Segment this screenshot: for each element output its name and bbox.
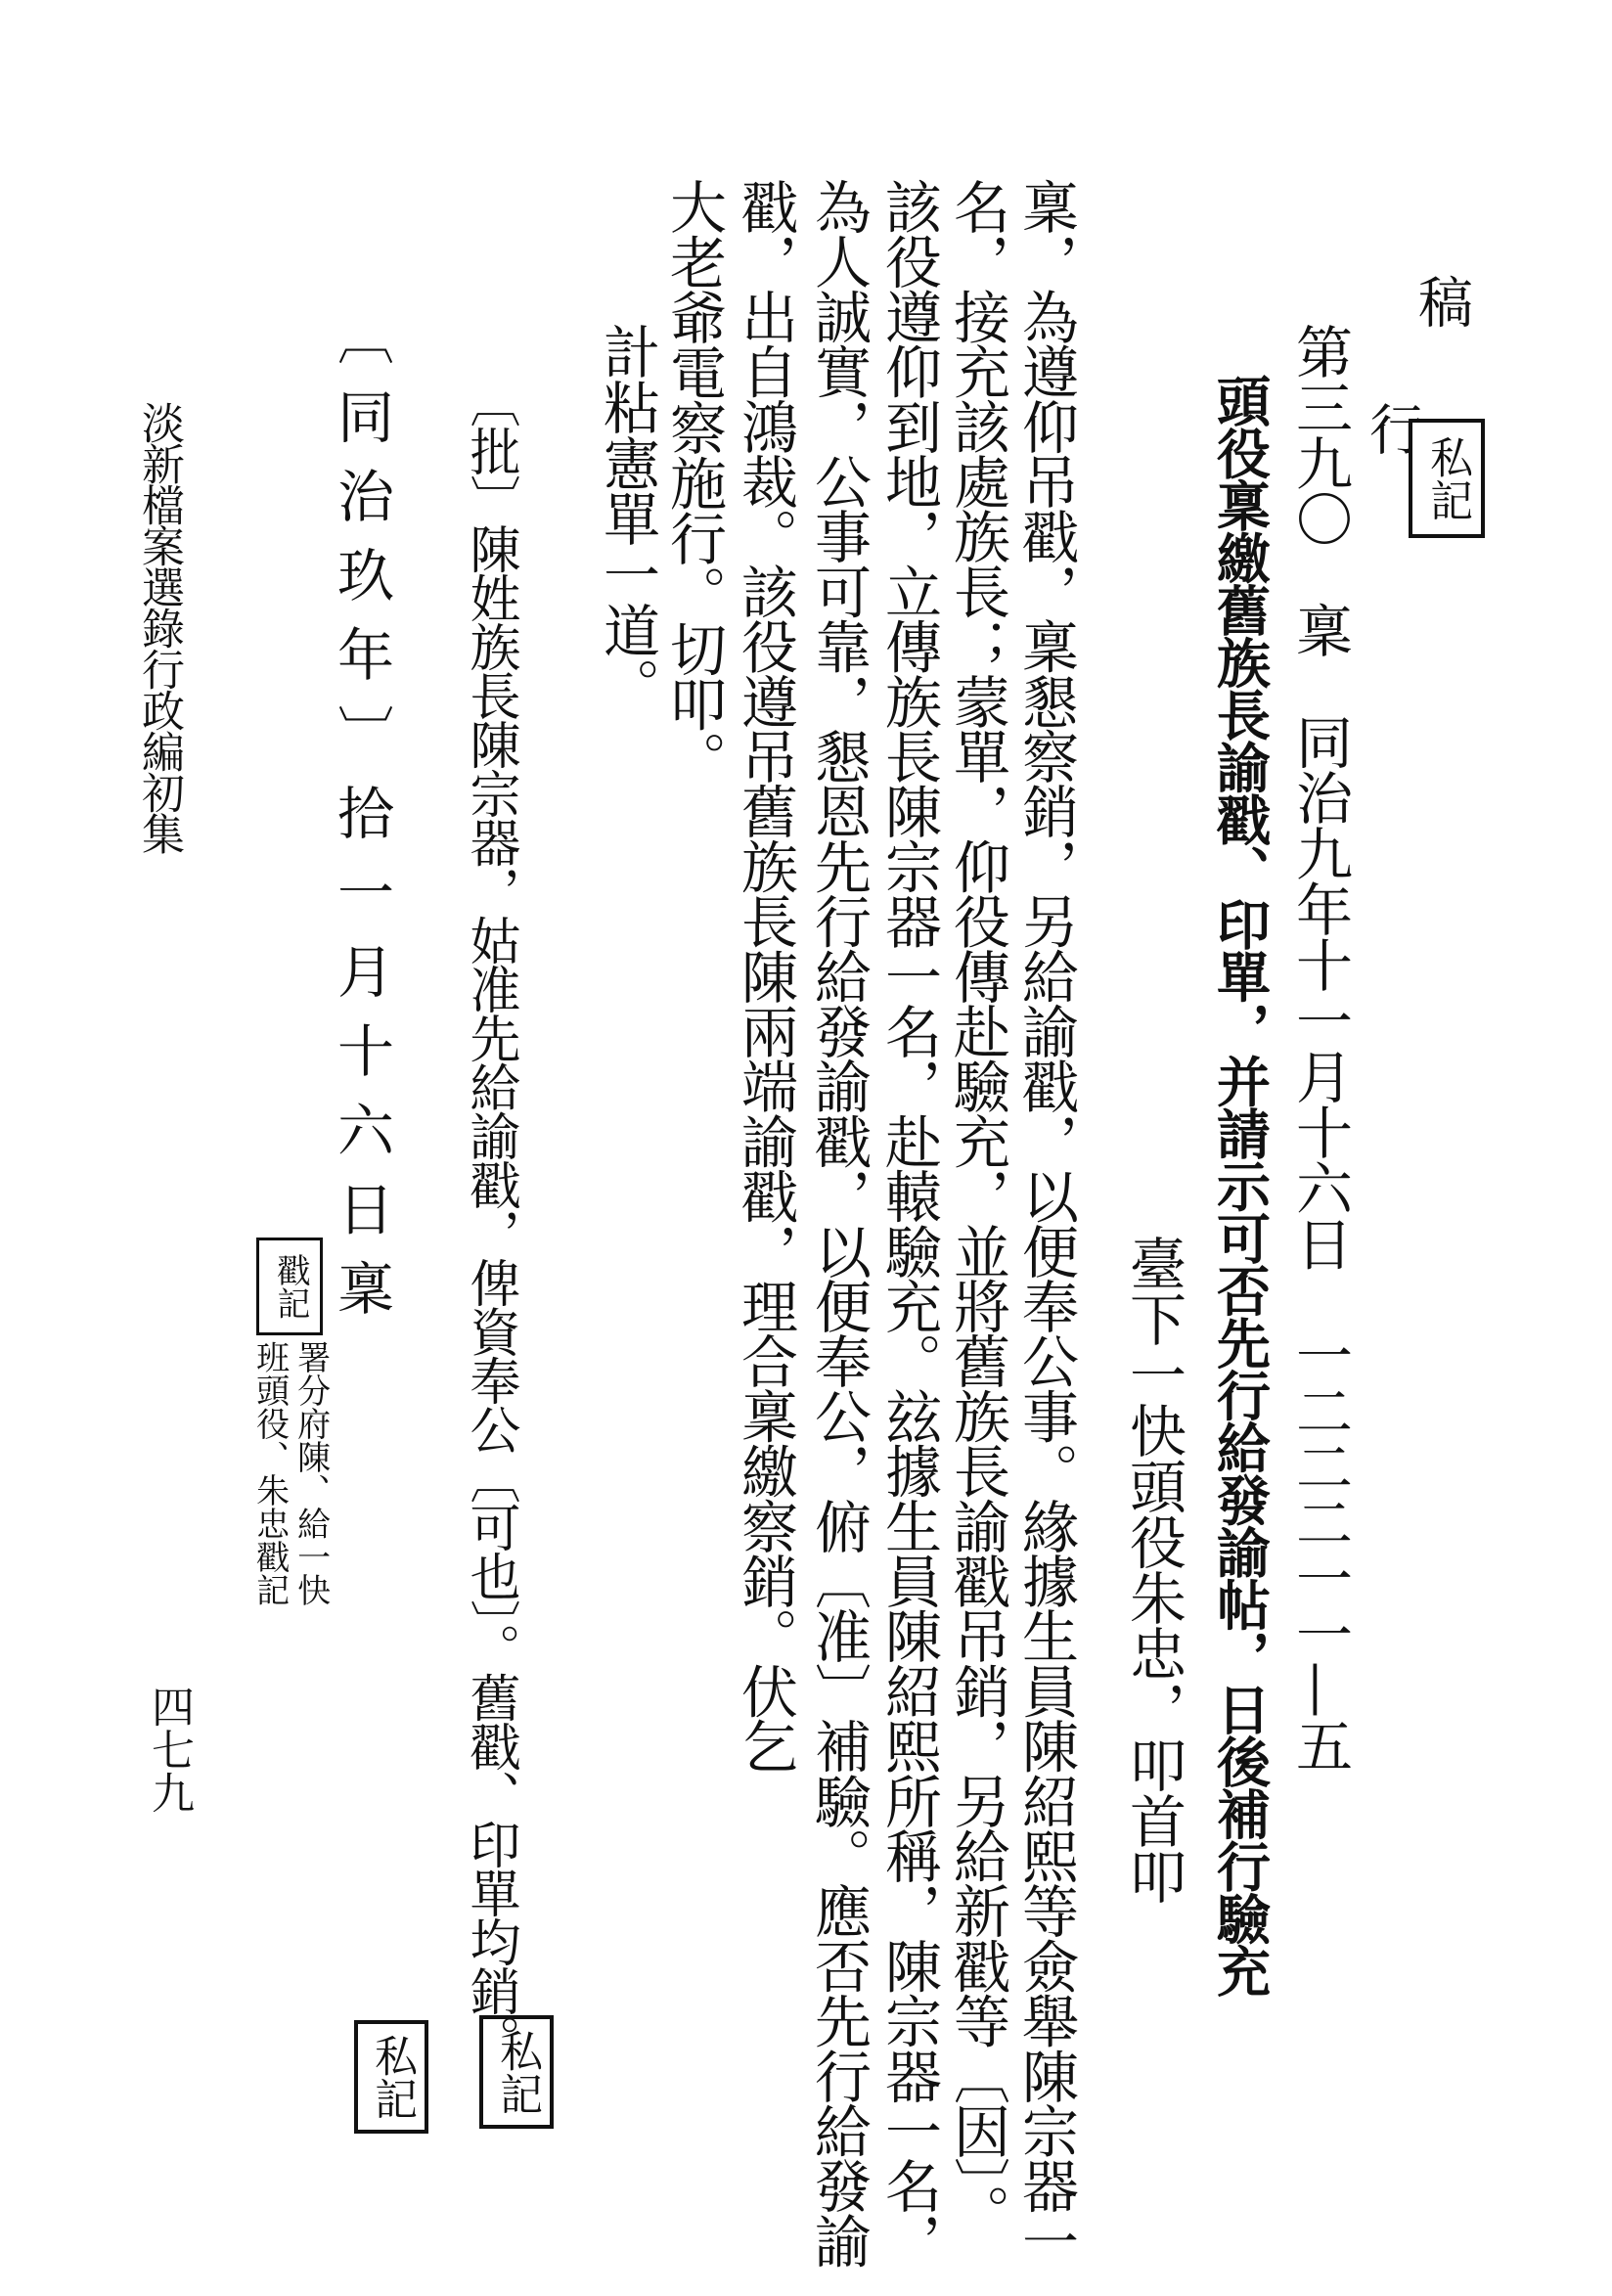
annotation-line: 〔批〕陳姓族長陳宗器，姑准先給諭戳，俾資奉公〔可也〕。舊戳、印單均銷。 [461, 377, 519, 2063]
entry-line: 第三九〇 稟 同治九年十一月十六日 一二二二一一—五 [1286, 323, 1353, 1773]
body-line-4: 為人誠實，公事可靠，懇恩先行給發諭戳，以便奉公，俯〔准〕補驗。應否先行給發諭 [805, 178, 872, 2268]
body-line-1: 稟，為遵仰吊戳，稟懇察銷，另給諭戳，以便奉公事。緣據生員陳紹熙等僉舉陳宗器一 [1012, 178, 1079, 2268]
private-seal-footer-left: 私記 [354, 2020, 428, 2134]
draft-label: 稿 [1410, 274, 1473, 329]
book-title: 淡新檔案選錄行政編初集 [134, 401, 184, 853]
stamp-seal: 戳記 [256, 1238, 323, 1335]
exec-label: 行 [1361, 401, 1424, 456]
page-number: 四七九 [144, 1685, 194, 1814]
body-line-2: 名，接充該處族長；蒙單，仰役傳赴驗充，並將舊族長諭戳吊銷，另給新戳等〔因〕。 [944, 178, 1010, 2239]
date-line: 〔同治玖年〕拾一月十六日稟 [328, 308, 394, 1338]
stamp-line-2: 班頭役、朱忠戳記 [249, 1340, 290, 1606]
body-line-3: 該役遵仰到地，立傳族長陳宗器一名，赴轅驗充。玆據生員陳紹熙所稱，陳宗器一名， [875, 178, 942, 2268]
private-seal-header: 私記 [1409, 419, 1485, 538]
body-line-5: 戳，出自鴻裁。該役遵吊舊族長陳兩端諭戳，理合稟繳察銷。伏乞 [732, 178, 798, 1773]
body-line-6: 大老爺電察施行。切叩。 [660, 178, 727, 787]
sender-line: 臺下一快頭役朱忠，叩首叩 [1120, 1235, 1187, 1904]
document-title: 頭役稟繳舊族長諭戳、印單，并請示可否先行給發諭帖，日後補行驗充 [1208, 374, 1272, 1997]
attachment-line: 計粘憲單一道。 [594, 323, 660, 713]
private-seal-footer-right: 私記 [479, 2015, 554, 2129]
stamp-line-1: 署分府陳、給一快 [291, 1340, 331, 1606]
